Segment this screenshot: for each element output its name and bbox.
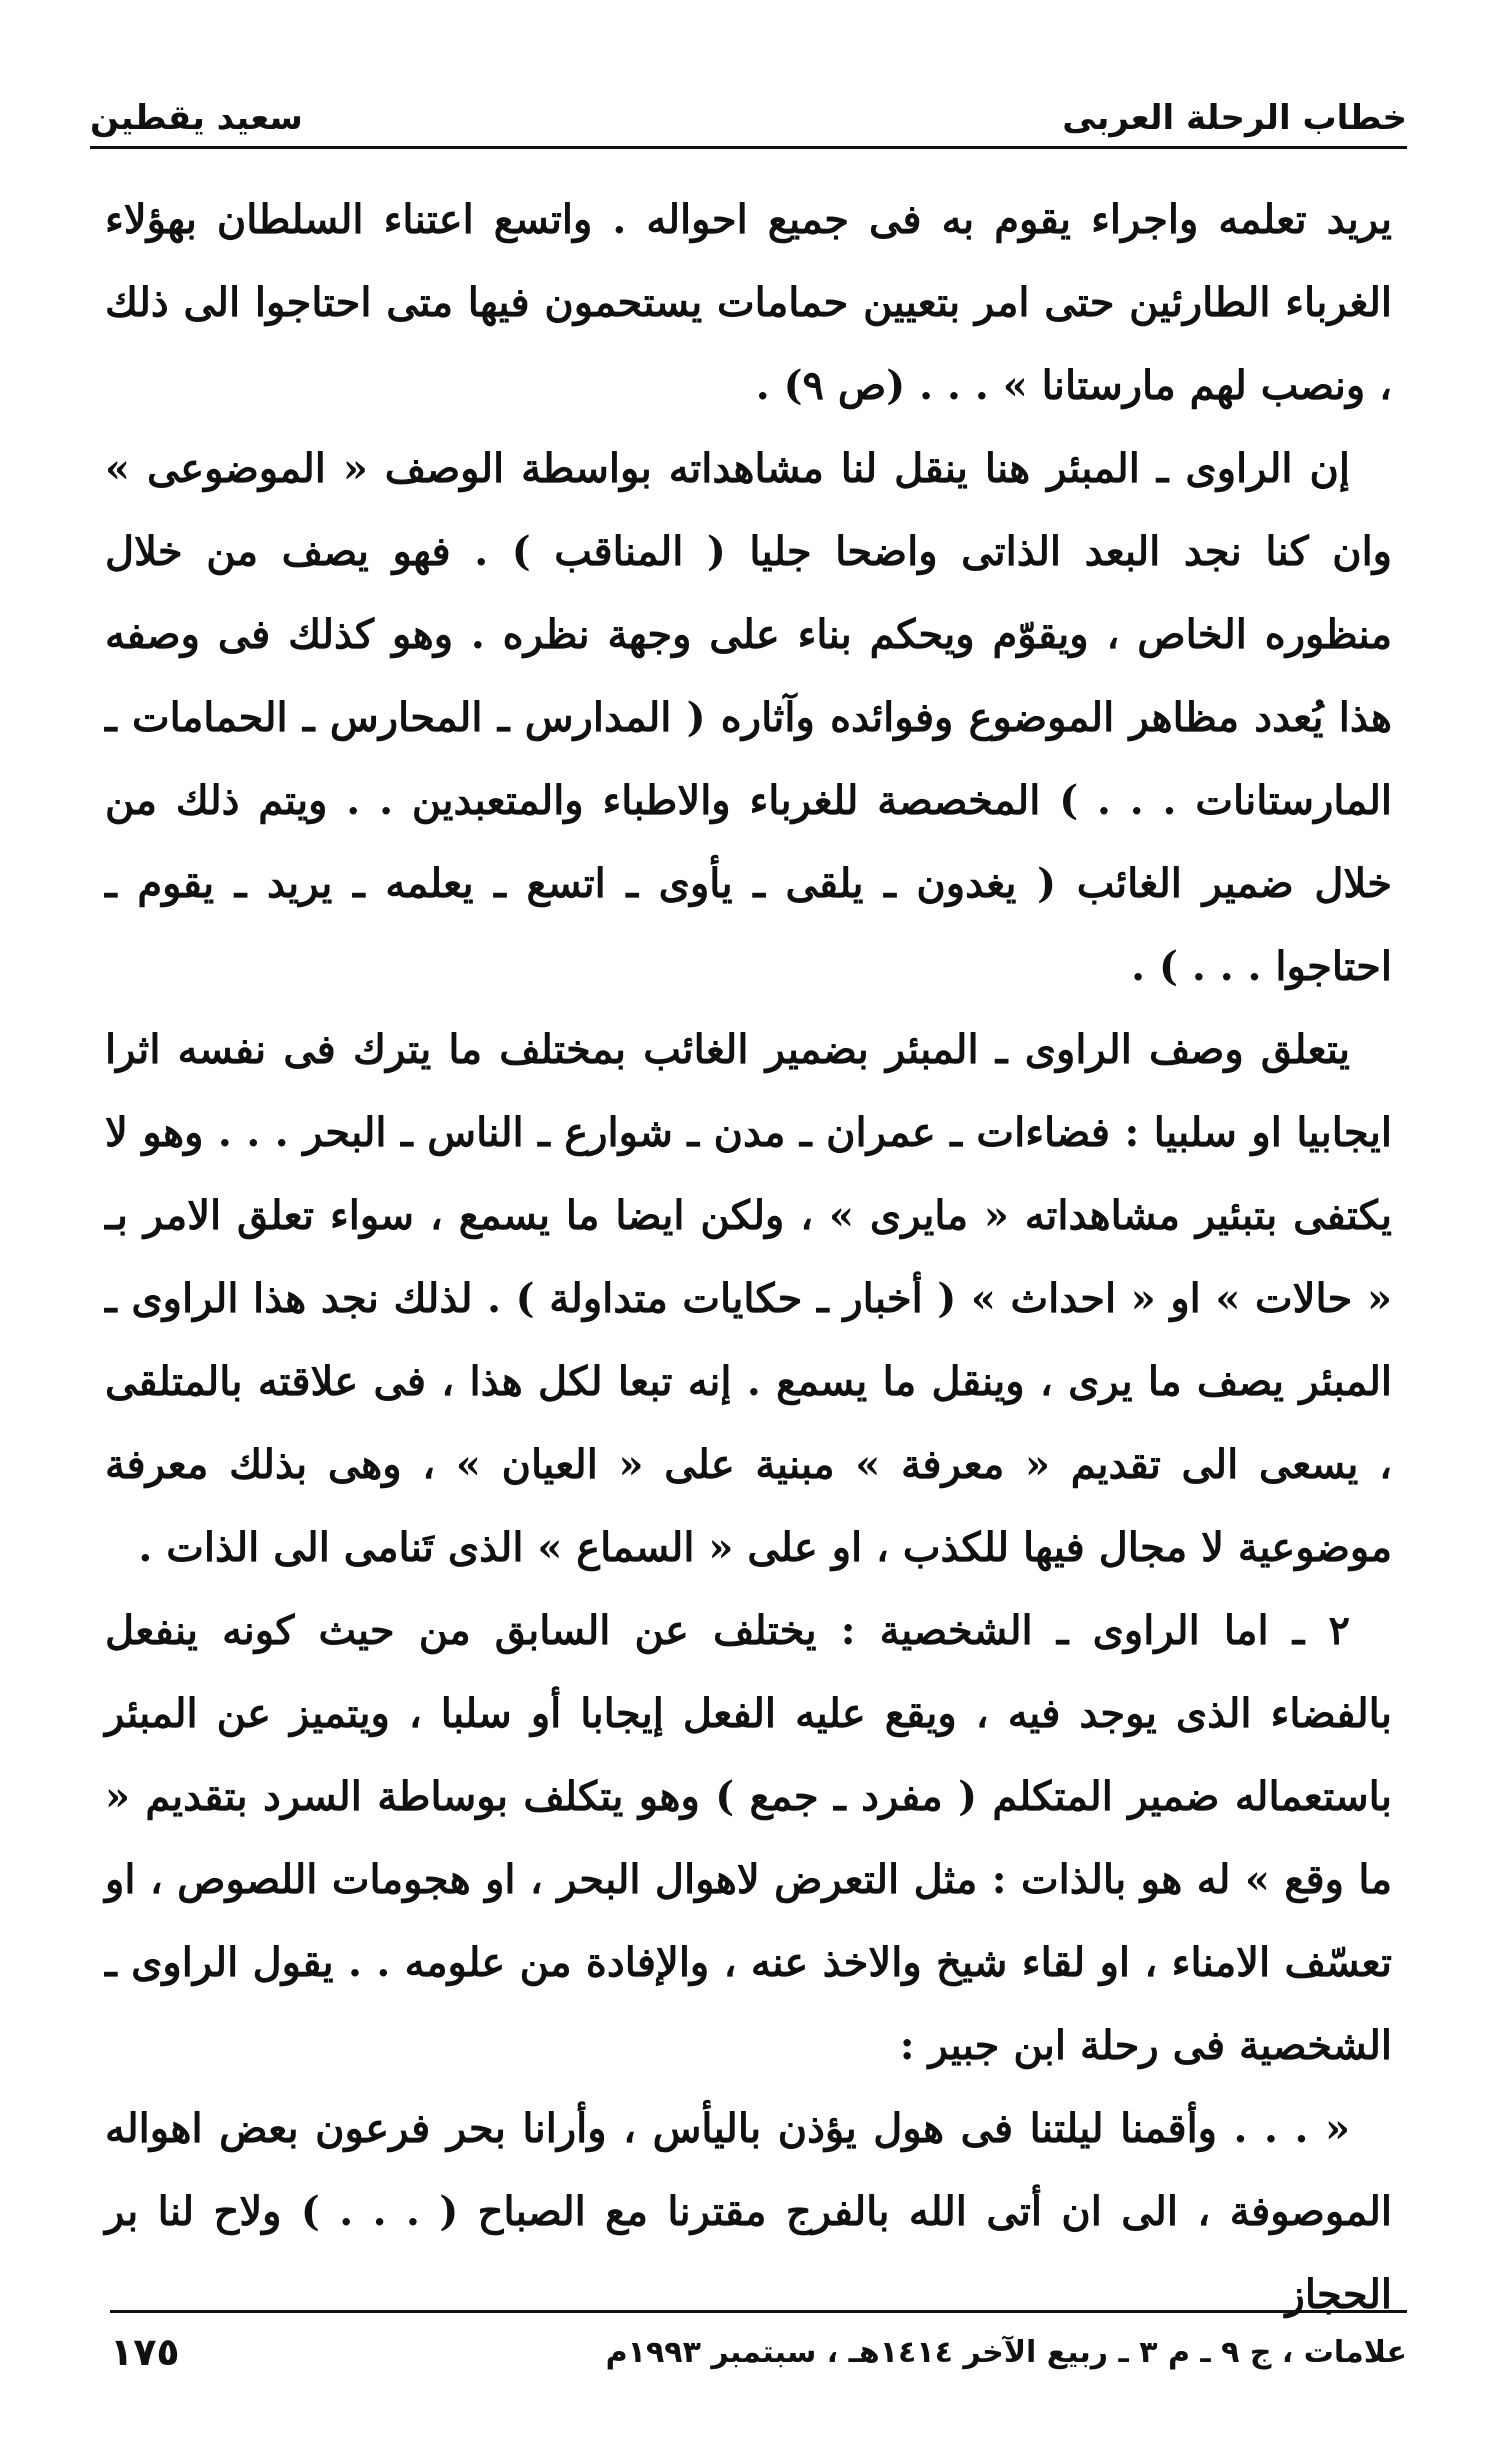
page-number: ١٧٥ bbox=[110, 2330, 180, 2374]
header-title: خطاب الرحلة العربى bbox=[1062, 98, 1407, 138]
footer-divider bbox=[110, 2310, 1407, 2313]
journal-citation: علامات ، ج ٩ ـ م ٣ ـ ربيع الآخر ١٤١٤هـ ، سبتمبر ١٩٩٣م bbox=[605, 2334, 1407, 2370]
paragraph-narrator-character: ٢ ـ اما الراوى ـ الشخصية : يختلف عن السابق من حيث كونه ينفعل بالفضاء الذى يوجد فيه ، ويقع عليه الفعل إيجابا أو سلبا ، ويتميز عن المبئر باستعماله ضمير المتكلم ( مفرد ـ جمع ) وهو يتكلف بوساطة السرد بتقديم « ما وقع » له هو بالذات : مثل التعرض لاهوال البحر ، او هجومات اللصوص ، او تعسّف الامناء ، او لقاء شيخ والاخذ عنه ، والإفادة من علومه . . يقول الراوى ـ الشخصية فى رحلة ابن جبير : bbox=[105, 1607, 1392, 2069]
paragraph-description-scope: يتعلق وصف الراوى ـ المبئر بضمير الغائب بمختلف ما يترك فى نفسه اثرا ايجابيا او سلبيا : فضاءات ـ عمران ـ مدن ـ شوارع ـ الناس ـ البحر . . . وهو لا يكتفى بتبئير مشاهداته « مايرى » ، ولكن ايضا ما يسمع ، سواء تعلق الامر بـ « حالات » او « احداث » ( أخبار ـ حكايات متداولة ) . لذلك نجد هذا الراوى ـ المبئر يصف ما يرى ، وينقل ما يسمع . إنه تبعا لكل هذا ، فى علاقته بالمتلقى ، يسعى الى تقديم « معرفة » مبنية على « العيان » ، وهى بذلك معرفة موضوعية لا مجال فيها للكذب ، او على « السماع » الذى تَنامى الى الذات . bbox=[105, 1026, 1392, 1571]
paragraph-narrator-describer: إن الراوى ـ المبئر هنا ينقل لنا مشاهداته بواسطة الوصف « الموضوعى » وان كنا نجد البعد الذاتى واضحا جليا ( المناقب ) . فهو يصف من خلال منظوره الخاص ، ويقوّم ويحكم بناء على وجهة نظره . وهو كذلك فى وصفه هذا يُعدد مظاهر الموضوع وفوائده وآثاره ( المدارس ـ المحارس ـ الحمامات ـ المارستانات . . . ) المخصصة للغرباء والاطباء والمتعبدين . . ويتم ذلك من خلال ضمير الغائب ( يغدون ـ يلقى ـ يأوى ـ اتسع ـ يعلمه ـ يريد ـ يقوم ـ احتاجوا . . . ) . bbox=[105, 445, 1392, 990]
paragraph-quotation: « . . . وأقمنا ليلتنا فى هول يؤذن باليأس ، وأرانا بحر فرعون بعض اهواله الموصوفة ، الى ان أتى الله بالفرج مقترنا مع الصباح ( . . . ) ولاح لنا بر الحجاز bbox=[105, 2105, 1392, 2318]
paragraph-continuation: يريد تعلمه واجراء يقوم به فى جميع احواله . واتسع اعتناء السلطان بهؤلاء الغرباء الطارئين حتى امر بتعيين حمامات يستحمون فيها متى احتاجوا الى ذلك ، ونصب لهم مارستانا » . . . (ص ٩) . bbox=[105, 196, 1392, 409]
body-text bbox=[105, 178, 1392, 2336]
running-header bbox=[90, 58, 1407, 138]
header-author: سعيد يقطين bbox=[90, 98, 303, 138]
header-divider bbox=[90, 146, 1407, 149]
running-footer bbox=[110, 2322, 1407, 2382]
